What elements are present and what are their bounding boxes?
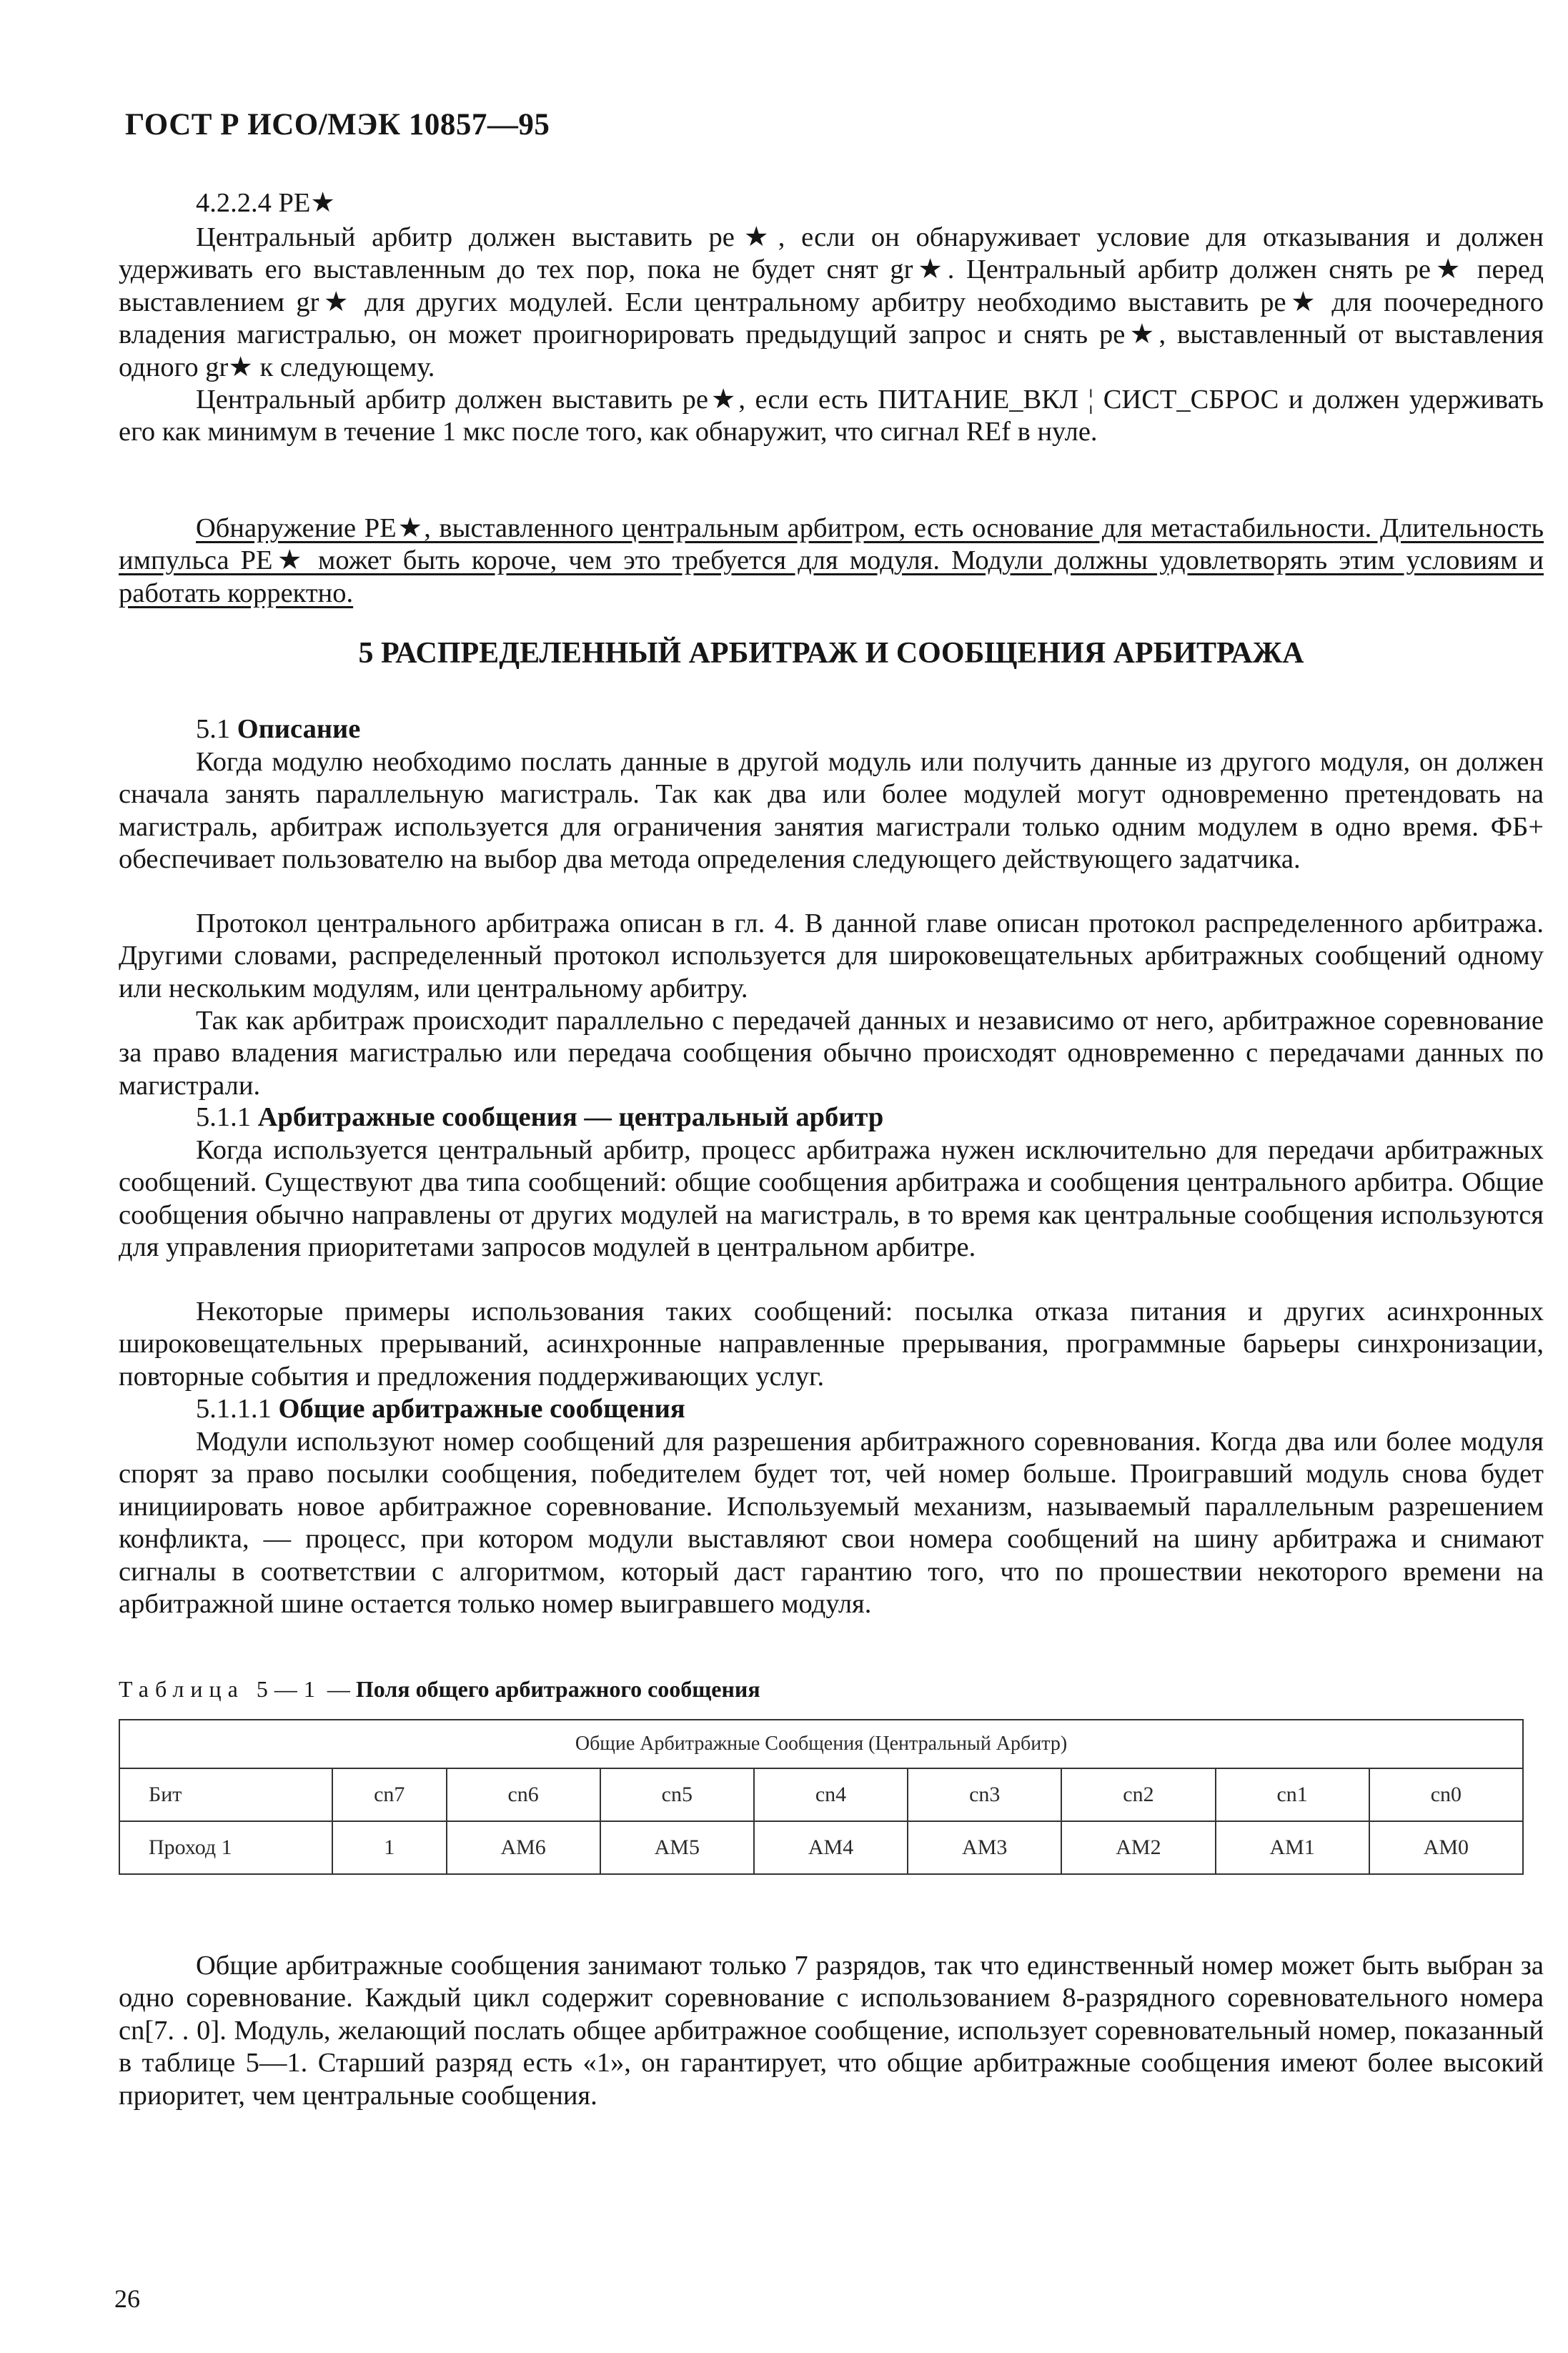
clause-4224-para1: Центральный арбитр должен выставить pe★, если он обнаруживает условие для отказывания и должен удерживать его выставленным до тех пор, пока не будет снят gr★. Центральный арбитр должен снять pe★ перед выставлением gr★ для других модулей. Если центральному арбитру необходимо выставить pe★ для поочередного владения магистралью, он может проигнорировать предыдущий запрос и снять pe★, выставленный от выставления одного gr★ к следующему. (119, 222, 1544, 382)
after-table-para: Общие арбитражные сообщения занимают только 7 разрядов, так что единственный номер может быть выбран за одно соревнование. Каждый цикл содержит соревнование с использованием 8-разрядного соревновательного номера cn[7. . 0]. Модуль, желающий послать общее арбитражное сообщение, использует соревновательный номер, показанный в таблице 5—1. Старший разряд есть «1», он гарантирует, что общие арбитражные сообщения имеют более высокий приоритет, чем центральные сообщения. (119, 1951, 1544, 2111)
table-cell: cn0 (1369, 1768, 1523, 1821)
subsection-511-para1: Когда используется центральный арбитр, процесс арбитража нужен исключительно для передачи арбитражных сообщений. Существуют два типа сообщений: общие сообщения арбитража и сообщения центрального арбитра. Общие сообщения обычно направлены от других модулей на магистраль, в то время как центральные сообщения используются для управления приоритетами запросов модулей в центральном арбитре. (119, 1135, 1544, 1263)
table-row (119, 1821, 1523, 1874)
subsection-511-number: 5.1.1 (196, 1102, 251, 1132)
document-header: ГОСТ Р ИСО/МЭК 10857—95 (125, 108, 550, 142)
table-caption (119, 1676, 760, 1703)
subsection-5111-heading (196, 1393, 685, 1425)
subsection-5111-title: Общие арбитражные сообщения (278, 1394, 685, 1424)
table-header-cell: Общие Арбитражные Сообщения (Центральный Арбитр) (119, 1720, 1523, 1768)
table-cell: cn6 (447, 1768, 600, 1821)
table-cell: cn7 (332, 1768, 447, 1821)
table-row (119, 1768, 1523, 1821)
table-cell: Проход 1 (119, 1821, 332, 1874)
clause-4224-heading (119, 187, 1544, 219)
table-cell: cn2 (1061, 1768, 1215, 1821)
table-cell: AM0 (1369, 1821, 1523, 1874)
subsection-51-para1: Когда модулю необходимо послать данные в другой модуль или получить данные из другого модуля, он должен сначала занять параллельную магистраль. Так как два или более модулей могут одновременно претендовать на магистраль, арбитраж используется для ограничения занятия магистрали только одним модулем в одно время. ФБ+ обеспечивает пользователю на выбор два метода определения следующего действующего задатчика. (119, 747, 1544, 875)
clause-4224-para2: Центральный арбитр должен выставить pe★, если есть ПИТАНИЕ_ВКЛ ¦ СИСТ_СБРОС и должен удерживать его как минимум в течение 1 мкс после того, как обнаружит, что сигнал REf в нуле. (119, 385, 1544, 447)
subsection-51-para2: Протокол центрального арбитража описан в гл. 4. В данной главе описан протокол распределенного арбитража. Другими словами, распределенный протокол используется для широковещательных арбитражных сообщений одному или нескольким модулям, или центральному арбитру. (119, 908, 1544, 1004)
subsection-51-para3: Так как арбитраж происходит параллельно с передачей данных и независимо от него, арбитражное соревнование за право владения магистралью или передача сообщения обычно происходят одновременно с передачами данных по магистрали. (119, 1006, 1544, 1101)
table-caption-title: Поля общего арбитражного сообщения (355, 1676, 760, 1702)
table-cell: cn4 (754, 1768, 908, 1821)
subsection-5111-number: 5.1.1.1 (196, 1394, 272, 1424)
subsection-511-para2: Некоторые примеры использования таких сообщений: посылка отказа питания и других асинхронных широковещательных прерываний, асинхронные направленные прерывания, программные барьеры синхронизации, повторные события и предложения поддерживающих услуг. (119, 1297, 1544, 1392)
table-cell: AM1 (1216, 1821, 1369, 1874)
subsection-5111-para1: Модули используют номер сообщений для разрешения арбитражного соревнования. Когда два или более модуля спорят за право посылки сообщения, победителем будет тот, чей номер больше. Проигравший модуль снова будет инициировать новое арбитражное соревнование. Используемый механизм, называемый параллельным разрешением конфликта, — процесс, при котором модули выставляют свои номера сообщений на шину арбитража и снимают сигналы в соответствии с алгоритмом, который даст гарантию того, что по прошествии некоторого времени на арбитражной шине остается только номер выигравшего модуля. (119, 1427, 1544, 1620)
table-cell: cn1 (1216, 1768, 1369, 1821)
subsection-511-heading (196, 1101, 883, 1134)
table-cell: AM4 (754, 1821, 908, 1874)
clause-4224-para3: Обнаружение PE★, выставленного центральным арбитром, есть основание для метастабильности. Длительность импульса PE★ может быть короче, чем это требуется для модуля. Модули должны удовлетворять этим условиям и работать корректно. (119, 513, 1544, 608)
table-caption-label: Таблица 5—1 (119, 1676, 322, 1702)
section-5-title: 5 РАСПРЕДЕЛЕННЫЙ АРБИТРАЖ И СООБЩЕНИЯ АРБИТРАЖА (358, 637, 1304, 670)
table-caption-dash: — (327, 1676, 350, 1702)
table-cell: Бит (119, 1768, 332, 1821)
arbitration-message-table (119, 1719, 1524, 1875)
subsection-51-title: Описание (237, 714, 361, 744)
subsection-51-heading (196, 713, 360, 745)
subsection-51-number: 5.1 (196, 714, 231, 744)
clause-4224-heading-text: 4.2.2.4 PE★ (196, 188, 335, 218)
subsection-511-title: Арбитражные сообщения — центральный арбитр (257, 1102, 884, 1132)
page-number: 26 (114, 2284, 140, 2313)
table-cell: AM2 (1061, 1821, 1215, 1874)
table-cell: AM5 (600, 1821, 754, 1874)
table-cell: cn3 (908, 1768, 1061, 1821)
table-cell: 1 (332, 1821, 447, 1874)
table-cell: AM3 (908, 1821, 1061, 1874)
table-header-row (119, 1720, 1523, 1768)
table-cell: cn5 (600, 1768, 754, 1821)
table-cell: AM6 (447, 1821, 600, 1874)
